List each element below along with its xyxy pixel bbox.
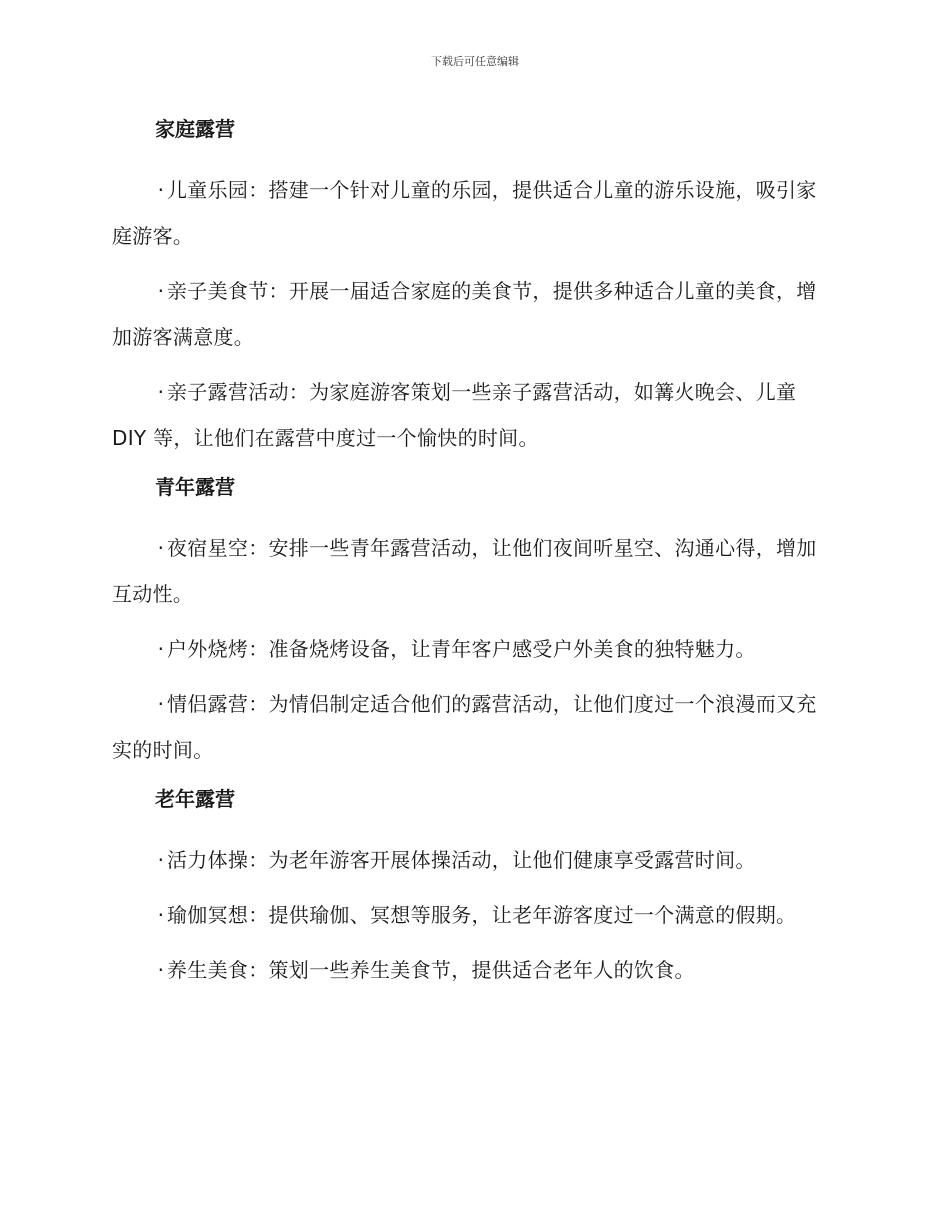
bullet-icon: · (157, 958, 165, 982)
list-item (112, 837, 824, 883)
item-label: 亲子露营活动： (167, 380, 310, 404)
item-label: 养生美食： (167, 958, 269, 982)
section-heading-youth-camping: 青年露营 (155, 475, 235, 499)
bullet-icon: · (157, 380, 165, 404)
section-heading-senior-camping: 老年露营 (155, 787, 235, 811)
list-item (112, 369, 824, 461)
list-item (112, 681, 824, 773)
list-item (112, 892, 824, 938)
section-heading-family-camping: 家庭露营 (155, 117, 235, 141)
bullet-icon: · (157, 178, 165, 202)
item-text: 策划一些养生美食节，提供适合老年人的饮食。 (268, 958, 695, 982)
bullet-icon: · (157, 637, 165, 661)
item-text: 为家庭游客策划一些亲子露营活动，如篝火晚会、儿童 DIY 等，让他们在露营中度过一个愉快的时间。 (112, 380, 797, 450)
item-label: 情侣露营： (167, 692, 269, 716)
bullet-icon: · (157, 848, 165, 872)
item-text: 搭建一个针对儿童的乐园，提供适合儿童的游乐设施，吸引家庭游客。 (112, 178, 817, 248)
list-item (112, 167, 824, 259)
item-label: 亲子美食节： (167, 279, 289, 303)
page-header-note: 下载后可任意编辑 (431, 55, 519, 68)
list-item (112, 947, 824, 993)
item-label: 儿童乐园： (167, 178, 269, 202)
bullet-icon: · (157, 279, 165, 303)
item-label: 户外烧烤： (167, 637, 269, 661)
bullet-icon: · (157, 536, 165, 560)
item-text: 安排一些青年露营活动，让他们夜间听星空、沟通心得，增加互动性。 (112, 536, 817, 606)
bullet-icon: · (157, 903, 165, 927)
item-text: 为情侣制定适合他们的露营活动，让他们度过一个浪漫而又充实的时间。 (112, 692, 817, 762)
item-label: 夜宿星空： (167, 536, 269, 560)
item-label: 活力体操： (167, 848, 269, 872)
list-item (112, 525, 824, 617)
item-text: 为老年游客开展体操活动，让他们健康享受露营时间。 (268, 848, 756, 872)
list-item (112, 268, 824, 360)
item-text: 提供瑜伽、冥想等服务，让老年游客度过一个满意的假期。 (268, 903, 797, 927)
document-body (112, 112, 824, 1002)
bullet-icon: · (157, 692, 165, 716)
item-label: 瑜伽冥想： (167, 903, 269, 927)
item-text: 开展一届适合家庭的美食节，提供多种适合儿童的美食，增加游客满意度。 (112, 279, 817, 349)
list-item (112, 626, 824, 672)
item-text: 准备烧烤设备，让青年客户感受户外美食的独特魅力。 (268, 637, 756, 661)
